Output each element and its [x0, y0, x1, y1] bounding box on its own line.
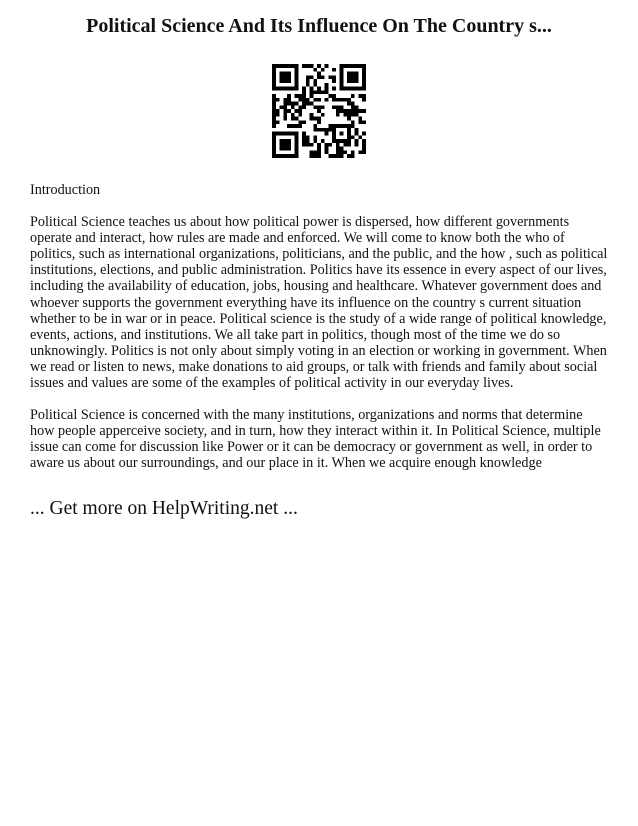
body-paragraph-2: Political Science is concerned with the many institutions, organizations and norms that determine how people apperceive society, and in turn, how they interact within it. In Political Science, multiple issue can come for discussion like Power or it can be democracy or government as well, in order to aware us about our surroundings, and our place in it. When we acquire enough knowledge — [30, 407, 601, 472]
intro-heading: Introduction — [30, 182, 101, 198]
document-body — [30, 182, 610, 472]
body-paragraph-1: Political Science teaches us about how political power is dispersed, how different governments operate and interact, how rules are made and enforced. We will come to know both the who of politics, such as international organizations, politicians, and the public, and the how , such as political institutions, elections, and public administration. Politics have its essence in every aspect of our lives, including the availability of education, jobs, housing and healthcare. Whatever government does and whoever supports the government everything have its influence on the country s current situation whether to be in war or in peace. Political science is the study of a wide range of political knowledge, events, actions, and institutions. We all take part in politics, though most of the time we do so unknowingly. Politics is not only about simply voting in an election or working in government. When we read or listen to news, make donations to aid groups, or talk with friends and family about social issues and values are some of the examples of political activity in our everyday lives. — [30, 214, 608, 392]
qr-code-image — [272, 64, 366, 158]
qr-code-icon — [272, 64, 366, 158]
get-more-link[interactable]: ... Get more on HelpWriting.net ... — [30, 498, 298, 519]
document-title: Political Science And Its Influence On The Country s... — [86, 15, 552, 37]
